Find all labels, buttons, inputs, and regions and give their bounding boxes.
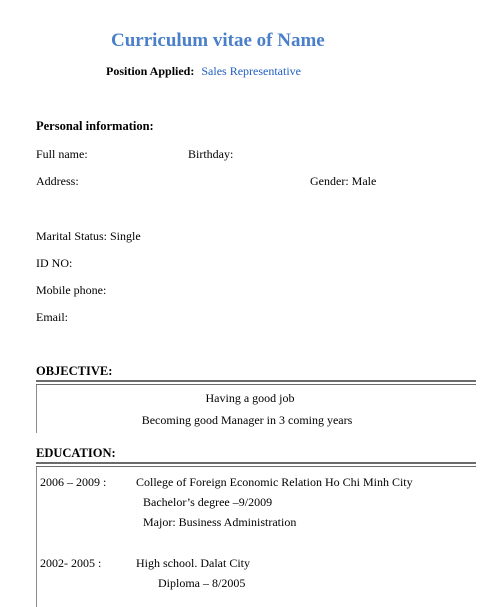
personal-info-heading: Personal information: xyxy=(36,119,154,133)
education-detail-1a: Bachelor’s degree –9/2009 xyxy=(143,495,273,509)
education-rule-top xyxy=(36,462,476,464)
education-period-1: 2006 – 2009 : xyxy=(40,475,107,489)
objective-line-2: Becoming good Manager in 3 coming years xyxy=(141,413,353,427)
mobile-phone-field: Mobile phone: xyxy=(36,283,107,297)
education-heading: EDUCATION: xyxy=(36,446,116,460)
position-applied-label: Position Applied xyxy=(106,64,191,78)
email-field: Email: xyxy=(36,310,68,324)
position-applied-line xyxy=(106,65,301,77)
full-name-field: Full name: xyxy=(36,147,88,161)
id-no-field: ID NO: xyxy=(36,256,73,270)
marital-status-field: Marital Status: Single xyxy=(36,229,141,243)
objective-rule-top xyxy=(36,380,476,382)
education-side-border xyxy=(36,467,37,607)
education-period-2: 2002- 2005 : xyxy=(40,556,102,570)
education-detail-2a: Diploma – 8/2005 xyxy=(158,576,246,590)
position-applied-colon: : xyxy=(190,64,195,78)
address-field: Address: xyxy=(36,174,79,188)
gender-field: Gender: Male xyxy=(310,174,377,188)
education-school-2: High school. Dalat City xyxy=(136,556,250,570)
position-applied-value: Sales Representative xyxy=(201,64,301,78)
education-rule-bottom xyxy=(36,466,476,467)
objective-line-1: Having a good job xyxy=(205,391,295,405)
objective-rule-bottom xyxy=(36,384,476,385)
cv-title: Curriculum vitae of Name xyxy=(111,30,325,51)
birthday-field: Birthday: xyxy=(188,147,234,161)
education-detail-1b: Major: Business Administration xyxy=(143,515,297,529)
education-school-1: College of Foreign Economic Relation Ho Chi Minh City xyxy=(136,475,413,489)
objective-heading: OBJECTIVE: xyxy=(36,364,113,378)
